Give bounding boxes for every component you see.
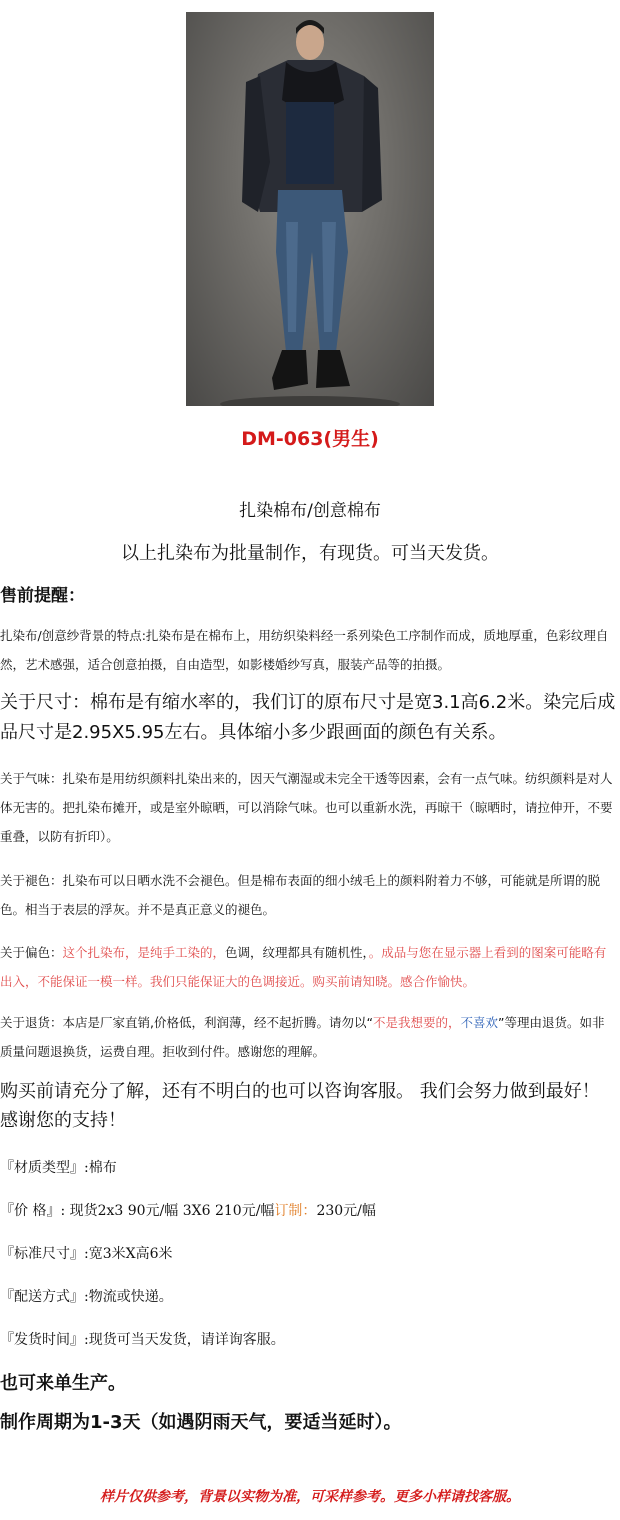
fade-paragraph: 关于褪色：扎染布可以日晒水洗不会褪色。但是棉布表面的细小绒毛上的颜料附着力不够，可能就是所谓的脱色。相当于表层的浮灰。并不是真正意义的褪色。	[0, 873, 601, 917]
spec-ship-time: 『发货时间』:现货可当天发货，请详询客服。	[0, 1332, 285, 1348]
color-note-red-2: 。成品与您在显示器上看到的图案可能略有出入，不能保证一模一样。我们只能保证大的色调接近。购买前请知晓。	[0, 945, 607, 989]
spec-shipping: 『配送方式』:物流或快递。	[0, 1289, 173, 1305]
spec-price-custom: 230元/幅	[316, 1203, 376, 1219]
tiedye-paragraph: 扎染布/创意纱背景的特点:扎染布是在棉布上，用纺织染料经一系列染色工序制作而成，质地厚重，色彩纹理自然，艺术感强，适合创意拍摄，自由造型，如影楼婚纱写真，服装产品等的拍摄。	[0, 628, 609, 672]
color-note-red: 这个扎染布，是纯手工染的，	[62, 945, 226, 960]
product-photo	[186, 12, 434, 406]
product-code: DM-063(男生)	[241, 428, 379, 450]
reminder-title: 售前提醒：	[0, 586, 85, 606]
spec-price	[0, 1200, 376, 1220]
consult-paragraph: 购买前请充分了解，还有不明白的也可以咨询客服。 我们会努力做到最好！感谢您的支持！	[0, 1081, 600, 1131]
production-cycle-note: 制作周期为1-3天（如遇阴雨天气，要适当延时）。	[0, 1412, 402, 1433]
single-production-note: 也可来单生产。	[0, 1373, 126, 1394]
footer-note: 样片仅供参考，背景以实物为准，可采样参考。更多小样请找客服。	[100, 1489, 520, 1505]
color-note-mid: 色调，纹理都具有随机性，	[225, 945, 369, 960]
model-figure	[186, 12, 434, 406]
spec-price-stock: 『价 格』: 现货2x3 90元/幅 3X6 210元/幅	[0, 1203, 275, 1219]
return-paragraph	[0, 1008, 614, 1066]
color-label: 关于偏色：	[0, 945, 63, 960]
size-paragraph: 关于尺寸：棉布是有缩水率的，我们订的原布尺寸是宽3.1高6.2米。染完后成品尺寸是2.95X5.95左右。具体缩小多少跟画面的颜色有关系。	[0, 692, 616, 743]
spec-price-custom-label: 订制：	[274, 1203, 317, 1219]
return-text-d: ”等理由退货。如非质量问题退换货，运费自理。拒收到付件。感谢您的理解。	[0, 1015, 605, 1059]
return-quote-blue: 不喜欢	[460, 1015, 498, 1030]
color-paragraph	[0, 938, 614, 996]
return-text-a: 关于退货：本店是厂家直销,价格低，利润薄，经不起折腾。请勿以“	[0, 1015, 373, 1030]
batch-note: 以上扎染布为批量制作，有现货。可当天发货。	[121, 543, 499, 564]
spec-size: 『标准尺寸』:宽3米X高6米	[0, 1246, 173, 1262]
color-note-tail: 感合作愉快。	[400, 974, 476, 989]
spec-material: 『材质类型』:棉布	[0, 1160, 117, 1176]
material-subtitle: 扎染棉布/创意棉布	[239, 501, 381, 521]
return-quote-red: 不是我想要的，	[372, 1015, 461, 1030]
smell-paragraph: 关于气味：扎染布是用纺织颜料扎染出来的，因天气潮湿或未完全干透等因素，会有一点气味。纺织颜料是对人体无害的。把扎染布摊开，或是室外晾晒，可以消除气味。也可以重新水洗，再晾干（晾晒时，请拉伸开，不要重叠，以防有折印）。	[0, 771, 613, 844]
